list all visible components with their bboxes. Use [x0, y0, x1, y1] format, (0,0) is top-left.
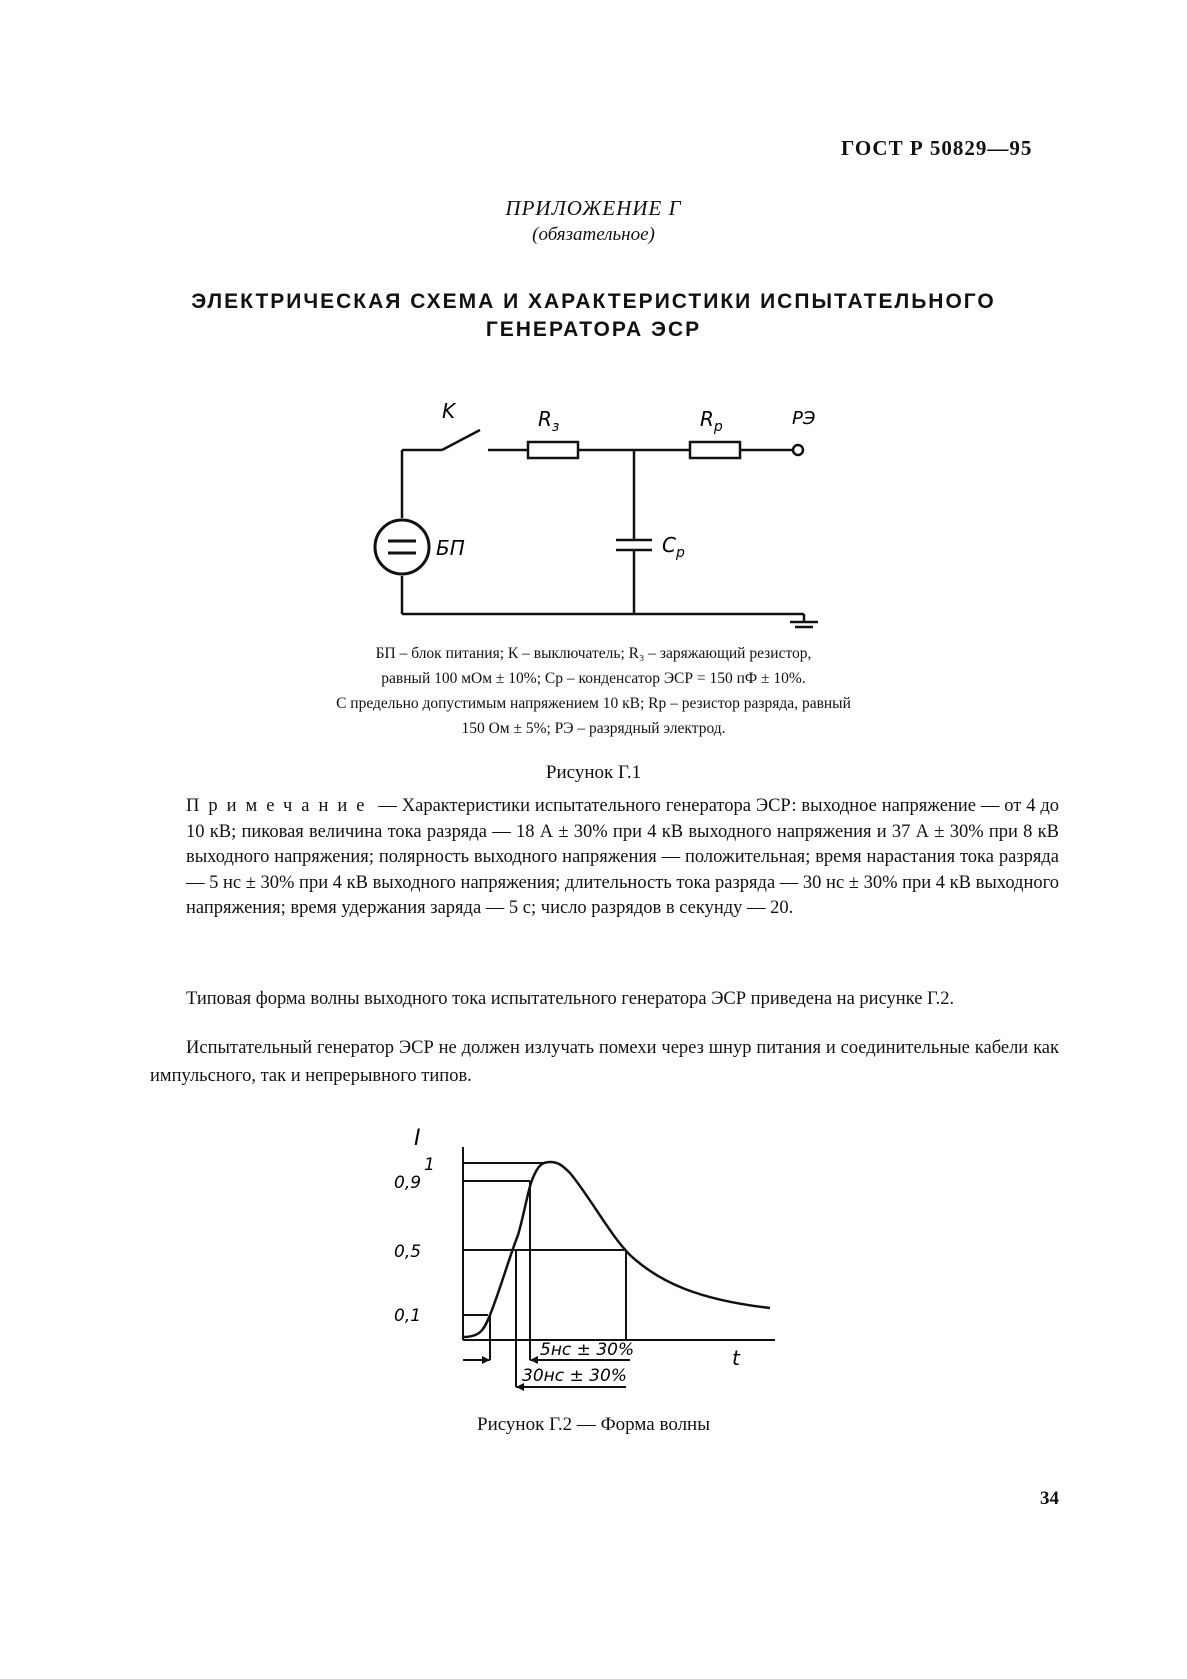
paragraph-1: Типовая форма волны выходного тока испытательного генератора ЭСР приведена на рисунке Г.2. — [186, 989, 955, 1009]
caption-line-3: С предельно допустимым напряжением 10 кВ; Rр – резистор разряда, равный — [336, 695, 851, 712]
figure1-caption — [260, 641, 927, 741]
appendix-title: ПРИЛОЖЕНИЕ Г — [505, 196, 682, 220]
appendix-status: (обязательное) — [532, 224, 655, 245]
y-tick-0.5: 0,5 — [394, 1242, 422, 1262]
electrode-terminal — [793, 445, 803, 455]
caption-line-4: 150 Ом ± 5%; РЭ – разрядный электрод. — [461, 720, 726, 737]
circuit-diagram — [350, 400, 830, 630]
rp-label: $R_р$ — [700, 407, 723, 435]
rise-arrow-right — [530, 1356, 538, 1364]
standard-code: ГОСТ Р 50829—95 — [841, 136, 1033, 160]
y-axis-label: I — [414, 1126, 421, 1151]
y-tick-0.1: 0,1 — [394, 1306, 422, 1326]
waveform-chart — [394, 1125, 800, 1410]
duration-label: 30нс ± 30% — [522, 1366, 627, 1386]
note-prefix: Примечание — [186, 796, 374, 816]
caption-line-2: равный 100 мОм ± 10%; Ср – конденсатор ЭСР = 150 пФ ± 10%. — [381, 670, 806, 687]
note-block — [186, 794, 1059, 922]
switch-label: K — [442, 399, 456, 423]
caption-line-1: БП – блок питания; К – выключатель; R₃ – заряжающий резистор, — [375, 645, 812, 662]
switch-blade — [442, 430, 480, 450]
x-axis-label: t — [732, 1346, 740, 1370]
document-title-line-1: ЭЛЕКТРИЧЕСКАЯ СХЕМА И ХАРАКТЕРИСТИКИ ИСПЫТАТЕЛЬНОГО — [191, 290, 996, 313]
capacitor-label: $С_р$ — [662, 533, 685, 561]
resistor-rp — [690, 442, 740, 458]
y-tick-1: 1 — [424, 1155, 435, 1175]
rise-arrow-left — [482, 1356, 490, 1364]
figure2-label: Рисунок Г.2 — Форма волны — [477, 1414, 710, 1435]
paragraph-2: Испытательный генератор ЭСР не должен излучать помехи через шнур питания и соединительные кабели как импульсного, так и непрерывного типов. — [150, 1038, 1059, 1086]
page-number: 34 — [1040, 1488, 1059, 1509]
r3-label: $R_з$ — [538, 407, 560, 435]
document-title — [0, 288, 1187, 344]
power-source-symbol — [375, 520, 429, 574]
figure1-label: Рисунок Г.1 — [545, 762, 642, 783]
rise-time-label: 5нс ± 30% — [540, 1340, 635, 1360]
power-source-label: БП — [436, 536, 465, 560]
note-text: — Характеристики испытательного генератора ЭСР: выходное напряжение — от 4 до 10 кВ; пиковая величина тока разряда — 18 А ± 30% при 4 кВ выходного напряжения и 37 А ± 30% при 8 кВ выходного напряжения; полярность выходного напряжения — положительная; время нарастания тока разряда — 5 нс ± 30% при 4 кВ выходного напряжения; длительность тока разряда — 30 нс ± 30% при 4 кВ выходного напряжения; время удержания заряда — 5 с; число разрядов в секунду — 20. — [186, 796, 1059, 918]
electrode-label: РЭ — [792, 408, 816, 429]
resistor-r3 — [528, 442, 578, 458]
document-title-line-2: ГЕНЕРАТОРА ЭСР — [485, 318, 702, 341]
y-tick-0.9: 0,9 — [394, 1173, 422, 1193]
